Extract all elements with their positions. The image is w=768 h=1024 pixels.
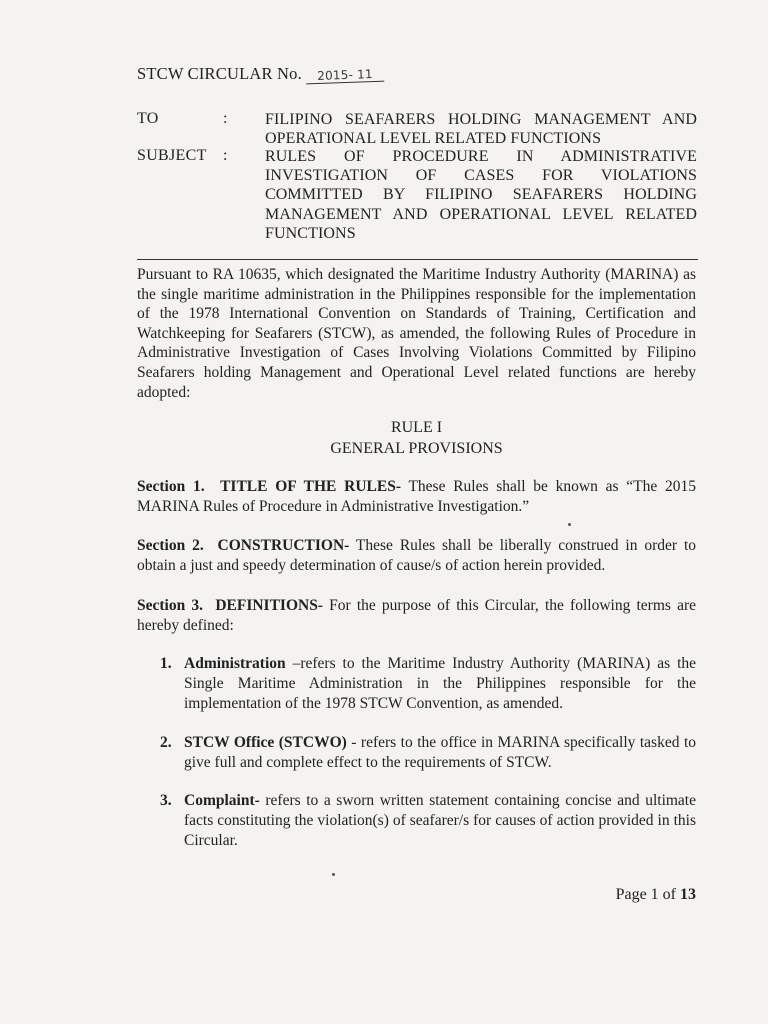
section-2-label: Section 2. xyxy=(137,537,204,554)
definition-number: 1. xyxy=(160,655,172,672)
circular-header xyxy=(137,64,384,84)
preamble-paragraph: Pursuant to RA 10635, which designated the Maritime Industry Authority (MARINA) as the single maritime administration in the Philippines responsible for the implementation of the 1978 International Convention on Standards of Training, Certification and Watchkeeping for Seafarers (STCW), as amended, the following Rules of Procedure in Administrative Investigation of Cases Involving Violations Committed by Filipino Seafarers holding Management and Operational Level related functions are hereby adopted: xyxy=(137,266,696,401)
section-1 xyxy=(137,477,696,517)
definition-term: Complaint- xyxy=(184,792,260,809)
to-label: TO xyxy=(137,110,159,127)
definition-text: –refers to the Maritime Industry Authority (MARINA) as the Single Maritime Administration in the Philippines responsible for the implementation of the 1978 STCW Convention, as amended. xyxy=(184,655,696,712)
section-2-heading: CONSTRUCTION- xyxy=(217,537,350,554)
to-colon: : xyxy=(223,110,228,127)
definition-item xyxy=(160,733,696,773)
definition-item xyxy=(160,791,696,851)
section-3 xyxy=(137,596,696,636)
page-number-total: 13 xyxy=(680,886,696,903)
section-3-label: Section 3. xyxy=(137,597,203,614)
to-value: FILIPINO SEAFARERS HOLDING MANAGEMENT AND OPERATIONAL LEVEL RELATED FUNCTIONS xyxy=(265,111,697,148)
section-1-heading: TITLE OF THE RULES- xyxy=(220,478,401,495)
section-3-heading: DEFINITIONS- xyxy=(215,597,323,614)
rule-title: GENERAL PROVISIONS xyxy=(330,440,503,457)
scan-speck xyxy=(568,523,571,526)
circular-number-handwritten: 2015- 11 xyxy=(306,67,384,85)
definition-number: 3. xyxy=(160,792,172,809)
page-number-prefix: Page 1 of xyxy=(615,886,680,903)
page-number xyxy=(616,886,696,904)
subject-label: SUBJECT xyxy=(137,147,207,164)
definition-text: refers to a sworn written statement containing concise and ultimate facts constituting the violation(s) of seafarer/s for causes of action provided in this Circular. xyxy=(184,792,696,849)
section-3-text: For the purpose of this Circular, the following terms are hereby defined: xyxy=(137,597,696,634)
circular-label: STCW CIRCULAR No. xyxy=(137,64,302,83)
definition-term: STCW Office (STCWO) xyxy=(184,734,347,751)
rule-number: RULE I xyxy=(390,419,443,436)
scan-speck xyxy=(332,873,335,876)
definition-item xyxy=(160,654,696,714)
section-2 xyxy=(137,536,696,576)
subject-value: RULES OF PROCEDURE IN ADMINISTRATIVE INVESTIGATION OF CASES FOR VIOLATIONS COMMITTED BY FILIPINO SEAFARERS HOLDING MANAGEMENT AND OPERATIONAL LEVEL RELATED FUNCTIONS xyxy=(265,148,697,242)
section-1-text: These Rules shall be known as “The 2015 MARINA Rules of Procedure in Administrative Investigation.” xyxy=(137,478,696,515)
definition-term: Administration xyxy=(184,655,286,672)
section-1-label: Section 1. xyxy=(137,478,205,495)
section-2-text: These Rules shall be liberally construed in order to obtain a just and speedy determination of cause/s of action herein provided. xyxy=(137,537,697,574)
header-divider xyxy=(137,259,698,260)
subject-colon: : xyxy=(223,147,228,164)
definition-text: - refers to the office in MARINA specifically tasked to give full and complete effect to the requirements of STCW. xyxy=(184,734,696,771)
definition-number: 2. xyxy=(160,734,172,751)
